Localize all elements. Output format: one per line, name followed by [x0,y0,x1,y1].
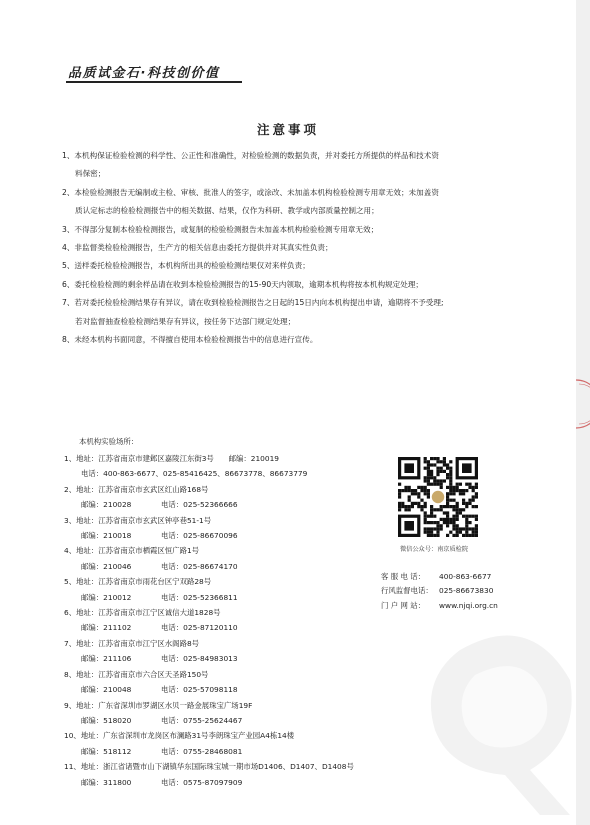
edge-seal-mark [560,378,590,430]
contact-value: 025-86673830 [439,586,494,596]
lab-address: 3、地址：江苏省南京市玄武区钟亭巷51-1号 [64,515,212,525]
contact-row [381,570,498,584]
page-title: 注意事项 [256,122,319,137]
contact-label: 门 户 网 站： [381,600,426,610]
contact-block [381,570,498,613]
lab-phone: 电话：025-86670096 [161,531,238,541]
contact-value: 400-863-6677 [439,572,492,581]
watermark-graphic [420,620,580,820]
lab-postcode: 邮编：518112 [81,746,132,756]
lab-phone: 电话：025-86674170 [161,561,238,571]
lab-address: 6、地址：江苏省南京市江宁区诚信大道1828号 [64,608,221,618]
lab-phone: 电话：0755-28468081 [161,746,243,756]
note-item: 2、本检验检测报告无编制或主检、审核、批准人的签字，或涂改、未加盖本机构检验检测专用章无效；未加盖资 质认定标志的检验检测报告中的相关数据、结果，仅作为科研、教学或内部质量控制之用； [62,187,439,216]
lab-phone: 电话：025-52366811 [161,592,238,602]
contact-row [381,599,498,613]
contact-value: www.njqi.org.cn [439,600,498,610]
notes-list [62,147,532,349]
lab-address: 4、地址：江苏省南京市栖霞区恒广路1号 [64,546,200,556]
lab-postcode: 邮编：210018 [81,531,132,541]
lab-postcode: 邮编：211102 [81,623,132,633]
lab-address: 5、地址：江苏省南京市雨花台区宁双路28号 [64,577,212,587]
note-item: 5、送样委托检验检测报告，本机构所出具的检验检测结果仅对来样负责； [62,261,310,271]
lab-postcode: 邮编：210046 [81,561,132,571]
note-item: 1、本机构保证检验检测的科学性、公正性和准确性，对检验检测的数据负责，并对委托方所提供的样品和技术资 料保密； [62,151,439,179]
note-item: 8、未经本机构书面同意，不得擅自使用本检验检测报告中的信息进行宣传。 [62,335,318,345]
lab-postcode: 邮编：211106 [81,654,132,664]
note-item: 7、若对委托检验检测结果存有异议，请在收到检验检测报告之日起的15日内向本机构提出申请，逾期将不予受理; 若对监督抽查检验检测结果存有异议，按任务下达部门规定处理； [62,298,444,326]
lab-address: 2、地址：江苏省南京市玄武区红山路168号 [64,484,209,494]
note-item: 3、不得部分复制本检验检测报告，或复制的检验检测报告未加盖本机构检验检测专用章无效； [62,224,379,234]
contact-row [381,584,498,598]
labs-list [64,451,394,790]
lab-phone: 电话：0575-87097909 [161,777,243,787]
lab-phone: 电话：025-87120110 [161,623,238,633]
lab-postcode: 邮编：311800 [81,777,132,787]
labs-heading: 本机构实验场所： [79,437,139,446]
lab-phone: 电话：025-52366666 [161,500,238,510]
lab-address: 1、地址：江苏省南京市建邺区嘉陵江东街3号 邮编：210019 [64,454,279,463]
slogan: 品质试金石·科技创价值 [68,66,220,81]
contact-label: 客 服 电 话： [381,572,426,581]
lab-postcode: 邮编：518020 [81,715,132,725]
note-item: 4、非监督类检验检测报告，生产方的相关信息由委托方提供并对其真实性负责； [62,243,333,253]
lab-phone: 电话：0755-25624467 [161,715,243,725]
wechat-qr-code [398,457,478,537]
lab-postcode: 邮编：210028 [81,500,132,510]
slogan-underline [66,81,242,83]
lab-postcode: 邮编：210012 [81,592,132,602]
contact-label: 行风监督电话： [381,586,433,596]
lab-address: 8、地址：江苏省南京市六合区天圣路150号 [64,669,209,679]
lab-address: 11、地址：浙江省诸暨市山下湖镇华东国际珠宝城一期市场D1406、D1407、D1408号 [64,762,354,772]
note-item: 6、委托检验检测的剩余样品请在收到本检验检测报告的15-90天内领取，逾期本机构将按本机构规定处理； [62,279,424,289]
lab-phone: 电话：400-863-6677、025-85416425、86673778、86673779 [81,469,308,479]
lab-phone: 电话：025-57098118 [161,685,238,695]
lab-address: 9、地址：广东省深圳市罗湖区水贝一路金展珠宝广场19F [64,700,253,710]
lab-postcode: 邮编：210048 [81,685,132,695]
qr-caption: 微信公众号：南京质检院 [400,546,469,553]
lab-address: 7、地址：江苏省南京市江宁区水阁路8号 [64,638,200,648]
lab-phone: 电话：025-84983013 [161,654,238,664]
lab-address: 10、地址：广东省深圳市龙岗区布澜路31号李朗珠宝产业园A4栋14楼 [64,731,295,741]
